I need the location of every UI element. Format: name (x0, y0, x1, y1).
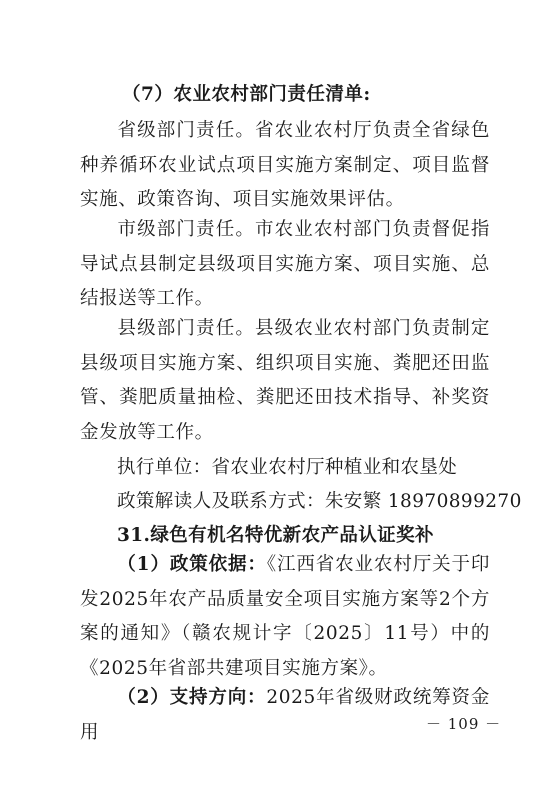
provincial-responsibility-paragraph (80, 114, 490, 218)
support-direction-label: （2）支持方向： (117, 687, 267, 708)
provincial-responsibility-text: 省级部门责任。省农业农村厅负责全省绿色种养循环农业试点项目实施方案制定、项目监督实施、政策咨询、项目实施效果评估。 (80, 120, 490, 210)
page-number: － 109 － (426, 715, 502, 733)
municipal-responsibility-paragraph (80, 213, 490, 317)
section-heading: （7）农业农村部门责任清单: (122, 84, 371, 105)
policy-basis-text: 《江西省农业农村厅关于印发2025年农产品质量安全项目实施方案等2个方案的通知》（赣农规计字〔2025〕11号）中的《2025年省部共建项目实施方案》。 (80, 554, 490, 679)
policy-basis-paragraph (80, 548, 490, 686)
contact-line: 政策解读人及联系方式：朱安繁 18970899270 (117, 491, 522, 512)
county-responsibility-text: 县级部门责任。县级农业农村部门负责制定县级项目实施方案、组织项目实施、粪肥还田监管、粪肥质量抽检、粪肥还田技术指导、补奖资金发放等工作。 (80, 318, 490, 443)
support-direction-text: 2025年省级财政统筹资金用 (80, 687, 490, 743)
item-title: 31.绿色有机名特优新农产品认证奖补 (117, 525, 434, 546)
county-responsibility-paragraph (80, 312, 490, 450)
municipal-responsibility-text: 市级部门责任。市农业农村部门负责督促指导试点县制定县级项目实施方案、项目实施、总结报送等工作。 (80, 219, 490, 309)
policy-basis-label: （1）政策依据： (117, 554, 267, 575)
executing-unit-line: 执行单位：省农业农村厅种植业和农垦处 (117, 457, 458, 478)
